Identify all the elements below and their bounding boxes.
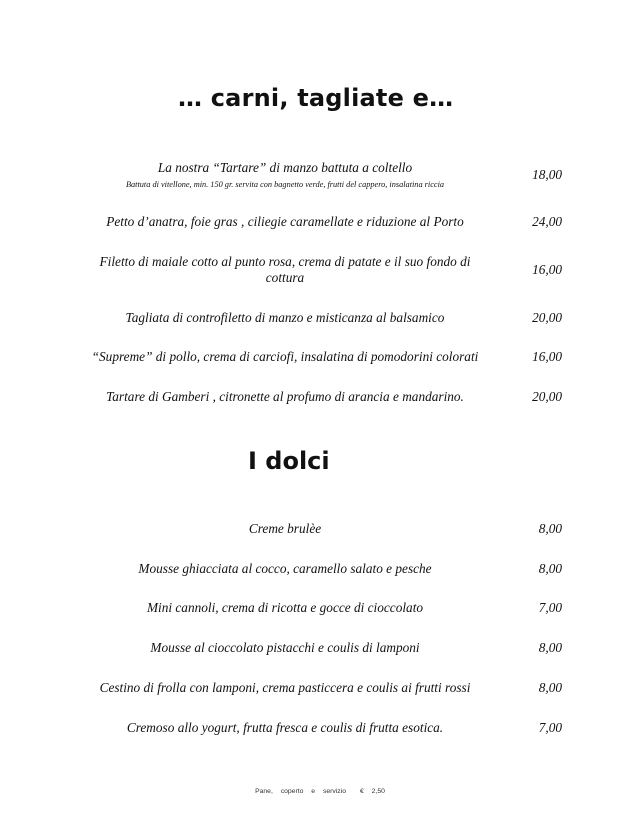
menu-item-name: Cremoso allo yogurt, frutta fresca e coulis di frutta esotica. <box>126 720 444 735</box>
menu-item-price: 20,00 <box>532 310 562 325</box>
menu-item-price: 16,00 <box>532 262 562 277</box>
menu-item-name: Filetto di maiale cotto al punto rosa, crema di patate e il suo fondo di cottura <box>99 254 471 285</box>
menu-item-name: Mousse ghiacciata al cocco, caramello salato e pesche <box>138 561 432 576</box>
menu-item-price: 8,00 <box>538 521 562 536</box>
menu-item-price: 8,00 <box>538 640 562 655</box>
section-title-dolci: I dolci <box>248 447 330 475</box>
menu-item-description <box>80 160 490 190</box>
menu-item-name: Tagliata di controfiletto di manzo e misticanza al balsamico <box>125 310 445 325</box>
menu-item-name: “Supreme” di pollo, crema di carciofi, insalatina di pomodorini colorati <box>91 349 479 364</box>
menu-item-price: 8,00 <box>538 561 562 576</box>
menu-item-price: 16,00 <box>532 349 562 364</box>
menu-item-name: Tartare di Gamberi , citronette al profumo di arancia e mandarino. <box>106 389 464 404</box>
footer-price: € 2,50 <box>360 788 385 795</box>
menu-item-price: 18,00 <box>532 167 562 182</box>
menu-item-name: Mousse al cioccolato pistacchi e coulis di lamponi <box>150 640 420 655</box>
menu-item-name: Mini cannoli, crema di ricotta e gocce di cioccolato <box>146 600 424 615</box>
menu-item-name: Creme brulèe <box>248 521 322 536</box>
menu-item-price: 7,00 <box>538 600 562 615</box>
footer-cover-charge <box>0 788 640 795</box>
menu-item-price: 7,00 <box>538 720 562 735</box>
menu-item-price: 8,00 <box>538 680 562 695</box>
section-title-carni: … carni, tagliate e… <box>178 84 454 112</box>
menu-item-name: La nostra “Tartare” di manzo battuta a coltello <box>157 160 413 175</box>
menu-item-name: Petto d’anatra, foie gras , ciliegie caramellate e riduzione al Porto <box>106 214 464 229</box>
menu-item-note: Battuta di vitellone, min. 150 gr. servita con bagnetto verde, frutti del cappero, insalatina riccia <box>125 180 445 189</box>
menu-item-price: 20,00 <box>532 389 562 404</box>
menu-item-name: Cestino di frolla con lamponi, crema pasticcera e coulis ai frutti rossi <box>99 680 471 695</box>
footer-label: Pane, coperto e servizio <box>255 788 346 795</box>
menu-item-price: 24,00 <box>532 214 562 229</box>
